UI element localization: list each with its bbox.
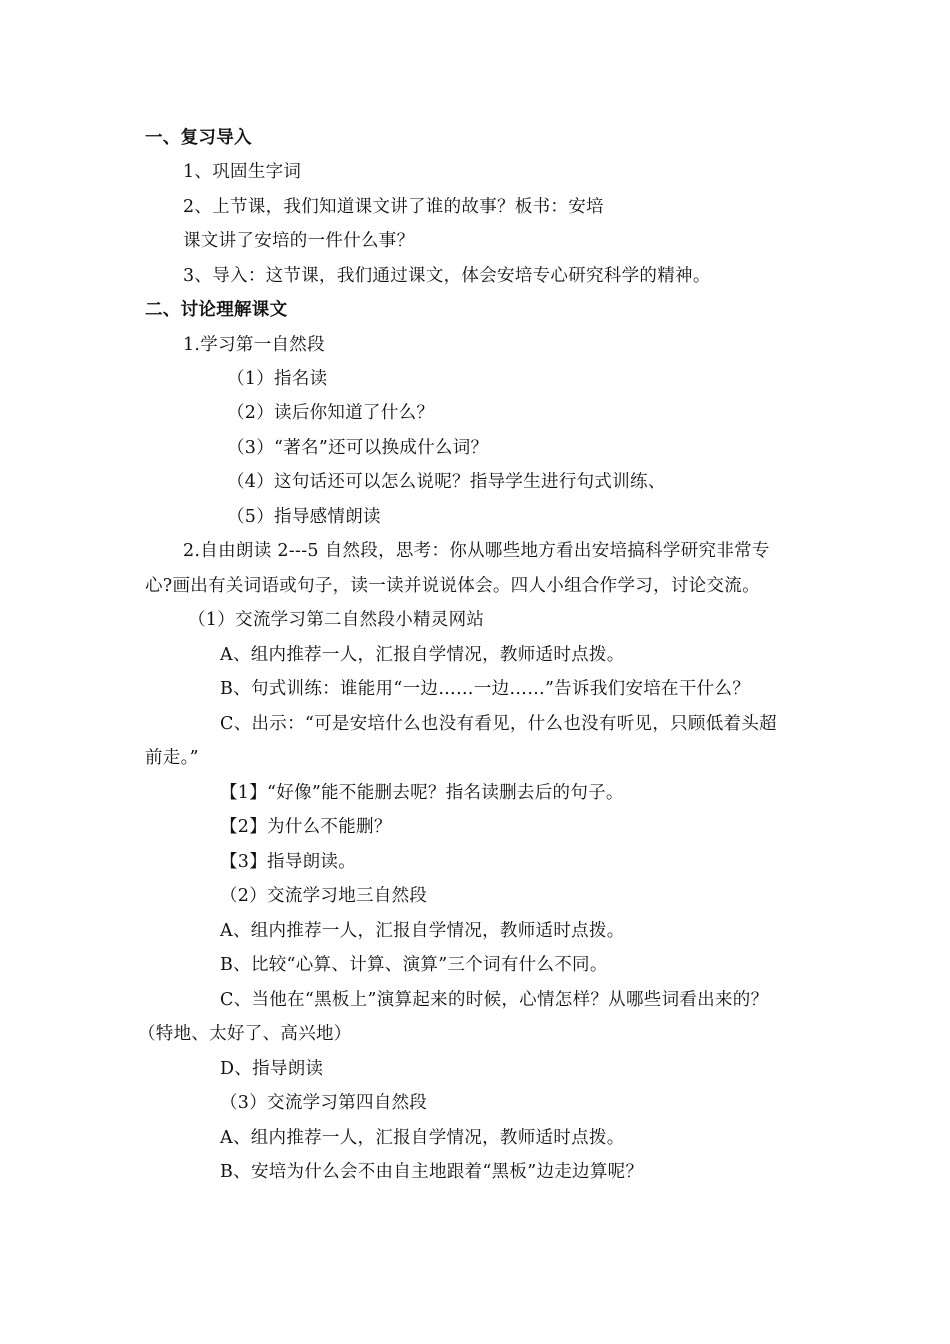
text-line: A、组内推荐一人，汇报自学情况，教师适时点拨。 (220, 1128, 625, 1148)
text-line: 【3】指导朗读。 (220, 852, 357, 872)
text-line: （1）交流学习第二自然段小精灵网站 (188, 610, 485, 630)
section-heading-discussion: 二、讨论理解课文 (145, 300, 288, 320)
text-line: （4）这句话还可以怎么说呢？指导学生进行句式训练、 (227, 472, 666, 492)
text-line: （特地、太好了、高兴地） (138, 1024, 352, 1044)
text-line: C、当他在“黑板上”演算起来的时候，心情怎样？从哪些词看出来的？ (220, 990, 769, 1010)
text-line: A、组内推荐一人，汇报自学情况，教师适时点拨。 (220, 921, 625, 941)
text-line: D、指导朗读 (220, 1059, 324, 1079)
text-line: C、出示：“可是安培什么也没有看见，什么也没有听见，只顾低着头超 (220, 714, 777, 734)
text-line: （2）读后你知道了什么？ (227, 403, 435, 423)
text-line: 前走。” (145, 748, 199, 768)
text-line: 1、巩固生字词 (183, 162, 302, 182)
text-line: 课文讲了安培的一件什么事？ (183, 231, 415, 251)
text-line: B、句式训练：谁能用“一边……一边……”告诉我们安培在干什么？ (220, 679, 751, 699)
section-heading-review: 一、复习导入 (145, 128, 252, 148)
text-line: 心?画出有关词语或句子，读一读并说说体会。四人小组合作学习，讨论交流。 (145, 576, 760, 596)
text-line: 3、导入：这节课，我们通过课文，体会安培专心研究科学的精神。 (183, 266, 711, 286)
text-line: 【1】“好像”能不能删去呢？指名读删去后的句子。 (220, 783, 624, 803)
text-line: 【2】为什么不能删？ (220, 817, 392, 837)
text-line: （1）指名读 (227, 369, 328, 389)
text-line: 2、上节课，我们知道课文讲了谁的故事？板书：安培 (183, 197, 604, 217)
text-line: A、组内推荐一人，汇报自学情况，教师适时点拨。 (220, 645, 625, 665)
text-line: B、安培为什么会不由自主地跟着“黑板”边走边算呢？ (220, 1162, 644, 1182)
text-line: （3）“著名”还可以换成什么词？ (227, 438, 489, 458)
text-line: 2.自由朗读 2---5 自然段，思考：你从哪些地方看出安培搞科学研究非常专 (183, 541, 770, 561)
text-line: 1.学习第一自然段 (183, 335, 325, 355)
text-line: B、比较“心算、计算、演算”三个词有什么不同。 (220, 955, 608, 975)
text-line: （2）交流学习地三自然段 (220, 886, 428, 906)
text-line: （3）交流学习第四自然段 (220, 1093, 428, 1113)
text-line: （5）指导感情朗读 (227, 507, 381, 527)
